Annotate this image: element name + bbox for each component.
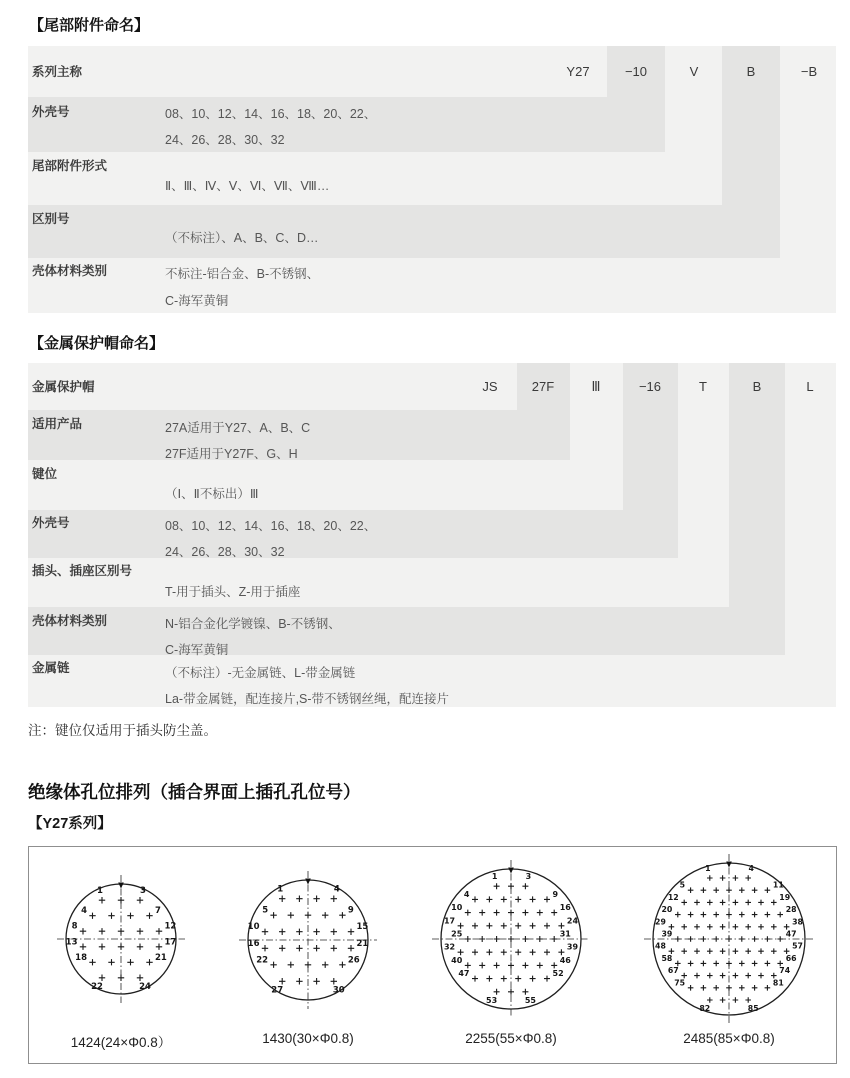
step-bg-1 xyxy=(28,46,607,97)
pin-number-label: 9 xyxy=(347,905,354,916)
pin-number-label: 15 xyxy=(356,922,369,933)
desc-line: C-海军黄铜 xyxy=(165,643,229,657)
pin-number-label: 12 xyxy=(164,921,177,932)
pin-number-label: 53 xyxy=(486,995,498,1005)
desc-line: 不标注-铝合金、B-不锈钢、 xyxy=(165,267,320,281)
connector-caption: 1424(24×Φ0.8） xyxy=(70,1035,172,1050)
pin-number-label: 1 xyxy=(491,872,498,882)
desc-line: 27F适用于Y27F、G、H xyxy=(165,447,298,461)
pin-number-label: 12 xyxy=(667,892,679,902)
pin-number-label: 66 xyxy=(785,953,797,963)
desc-line: Ⅱ、Ⅲ、Ⅳ、Ⅴ、Ⅵ、Ⅶ、Ⅷ… xyxy=(165,179,330,193)
pin-number-label: 5 xyxy=(679,880,686,890)
desc-line: La-带金属链，配连接片,S-带不锈钢丝绳，配连接片 xyxy=(165,692,450,706)
row-desc-plug-socket xyxy=(165,579,300,605)
pin-number-label: 39 xyxy=(566,942,579,952)
tail-naming-title: 【尾部附件命名】 xyxy=(29,17,150,34)
pin-number-label: 28 xyxy=(785,905,797,915)
keyway-arrow-icon xyxy=(118,883,124,889)
pin-number-label: 21 xyxy=(356,938,369,949)
pin-number-label: 48 xyxy=(655,941,666,951)
pin-number-label: 20 xyxy=(661,905,673,915)
desc-line: 08、10、12、14、16、18、20、22、 xyxy=(165,107,377,121)
keyway-arrow-icon xyxy=(726,862,732,868)
row-desc-shell-no xyxy=(165,101,376,153)
desc-line: （不标注）、A、B、C、D… xyxy=(165,231,319,245)
pin-number-label: 3 xyxy=(140,886,146,897)
row-desc-tail-form xyxy=(165,173,329,199)
pin-number-label: 13 xyxy=(65,937,78,948)
pin-number-label: 24 xyxy=(566,916,579,926)
pin-number-label: 81 xyxy=(772,978,784,988)
cap-naming-title: 【金属保护帽命名】 xyxy=(29,335,165,352)
pin-number-label: 29 xyxy=(655,917,666,927)
row-label-material: 壳体材料类别 xyxy=(32,614,108,628)
pin-number-label: 9 xyxy=(552,889,559,899)
pin-number-label: 3 xyxy=(525,872,532,882)
row-label-tail-form: 尾部附件形式 xyxy=(32,159,108,173)
pin-number-label: 16 xyxy=(247,938,260,949)
row-desc-distinction xyxy=(165,225,318,251)
connector-diagram xyxy=(639,849,819,1029)
pin-number-label: 5 xyxy=(262,905,269,916)
code-js: JS xyxy=(482,379,498,394)
pin-number-label: 26 xyxy=(347,955,360,966)
pin-number-label: 40 xyxy=(451,955,463,965)
tail-naming-table xyxy=(28,46,836,313)
desc-line: 24、26、28、30、32 xyxy=(165,133,285,147)
pin-number-label: 52 xyxy=(552,969,564,979)
pin-number-label: 22 xyxy=(91,981,103,992)
series-subheading: 【Y27系列】 xyxy=(28,816,112,832)
pin-number-label: 46 xyxy=(559,955,571,965)
pin-number-label: 1 xyxy=(277,884,284,895)
code-product: 27F xyxy=(531,379,555,394)
desc-line: （不标注）-无金属链、L-带金属链 xyxy=(165,666,356,680)
connector-caption: 1430(30×Φ0.8) xyxy=(262,1031,354,1046)
pin-number-label: 7 xyxy=(155,906,161,917)
row-label-product: 适用产品 xyxy=(32,417,83,431)
row-desc-material xyxy=(165,261,319,315)
cap-main-label: 金属保护帽 xyxy=(32,380,95,394)
code-material: −B xyxy=(800,64,818,79)
pin-number-label: 16 xyxy=(559,903,571,913)
pin-number-label: 31 xyxy=(559,929,571,939)
pin-number-label: 4 xyxy=(463,889,470,899)
row-desc-key xyxy=(165,481,258,507)
desc-line: T-用于插头、Z-用于插座 xyxy=(165,585,301,599)
desc-line: C-海军黄铜 xyxy=(165,294,229,308)
code-series: Y27 xyxy=(566,64,590,79)
pin-number-label: 18 xyxy=(75,952,87,963)
desc-line: （Ⅰ、Ⅱ不标出）Ⅲ xyxy=(165,487,259,501)
hole-diagrams-box xyxy=(28,846,837,1064)
row-label-plug-socket: 插头、插座区别号 xyxy=(32,564,133,578)
pin-number-label: 55 xyxy=(524,995,536,1005)
pin-number-label: 85 xyxy=(747,1004,759,1013)
desc-line: 08、10、12、14、16、18、20、22、 xyxy=(165,519,377,533)
pin-number-label: 10 xyxy=(247,922,260,933)
row-label-material: 壳体材料类别 xyxy=(32,264,108,278)
pin-number-label: 57 xyxy=(792,941,803,951)
pin-number-label: 19 xyxy=(779,892,791,902)
row-label-shell-no: 外壳号 xyxy=(32,516,70,530)
code-shell-no: −16 xyxy=(638,379,662,394)
code-plug-socket: T xyxy=(699,379,707,394)
pin-number-label: 22 xyxy=(256,955,269,966)
pin-number-label: 8 xyxy=(71,921,78,932)
pin-number-label: 17 xyxy=(164,937,177,948)
pin-number-label: 10 xyxy=(451,903,463,913)
key-position-note: 注：键位仅适用于插头防尘盖。 xyxy=(28,723,217,738)
row-desc-chain xyxy=(165,660,449,712)
row-label-distinction: 区别号 xyxy=(32,212,70,226)
row-desc-product xyxy=(165,415,310,467)
pin-number-label: 11 xyxy=(772,880,784,890)
code-material: B xyxy=(752,379,762,394)
code-key: Ⅲ xyxy=(591,379,601,394)
cap-naming-table xyxy=(28,363,836,707)
pin-number-label: 75 xyxy=(674,978,686,988)
pin-number-label: 74 xyxy=(779,966,791,976)
connector-diagram xyxy=(52,870,190,1008)
code-distinction: B xyxy=(746,64,756,79)
pin-number-label: 32 xyxy=(443,942,456,952)
pin-number-label: 4 xyxy=(81,906,87,917)
pin-number-label: 17 xyxy=(443,916,456,926)
pin-number-label: 1 xyxy=(705,864,711,873)
keyway-arrow-icon xyxy=(305,879,311,885)
hole-section-heading: 绝缘体孔位排列（插合界面上插孔孔位号） xyxy=(28,782,361,802)
keyway-arrow-icon xyxy=(508,868,514,874)
code-shell-no: −10 xyxy=(624,64,648,79)
pin-number-label: 25 xyxy=(451,929,463,939)
connector-caption: 2485(85×Φ0.8) xyxy=(683,1031,775,1046)
row-label-shell-no: 外壳号 xyxy=(32,105,70,119)
connector-diagram xyxy=(234,866,382,1014)
row-desc-shell-no xyxy=(165,513,376,565)
code-chain: L xyxy=(806,379,814,394)
connector-diagram xyxy=(427,855,595,1023)
connector-caption: 2255(55×Φ0.8) xyxy=(465,1031,557,1046)
pin-number-label: 47 xyxy=(458,969,470,979)
pin-number-label: 67 xyxy=(667,966,679,976)
pin-number-label: 4 xyxy=(748,864,754,873)
pin-number-label: 39 xyxy=(661,929,673,939)
desc-line: N-铝合金化学镀镍、B-不锈钢、 xyxy=(165,617,341,631)
pin-number-label: 21 xyxy=(155,952,167,963)
pin-number-label: 30 xyxy=(332,985,345,996)
pin-number-label: 47 xyxy=(785,929,797,939)
pin-number-label: 4 xyxy=(333,884,340,895)
pin-number-label: 82 xyxy=(699,1004,711,1013)
step-bg-1 xyxy=(28,363,517,410)
pin-number-label: 24 xyxy=(139,981,151,992)
pin-number-label: 27 xyxy=(271,985,284,996)
desc-line: 24、26、28、30、32 xyxy=(165,545,285,559)
code-tail-form: V xyxy=(689,64,699,79)
pin-number-label: 1 xyxy=(97,886,103,897)
pin-number-label: 58 xyxy=(661,953,673,963)
series-main-label: 系列主称 xyxy=(32,65,83,79)
row-label-chain: 金属链 xyxy=(32,661,70,675)
row-label-key: 键位 xyxy=(32,467,58,481)
desc-line: 27A适用于Y27、A、B、C xyxy=(165,421,311,435)
pin-number-label: 38 xyxy=(792,917,803,927)
row-desc-material xyxy=(165,611,341,663)
